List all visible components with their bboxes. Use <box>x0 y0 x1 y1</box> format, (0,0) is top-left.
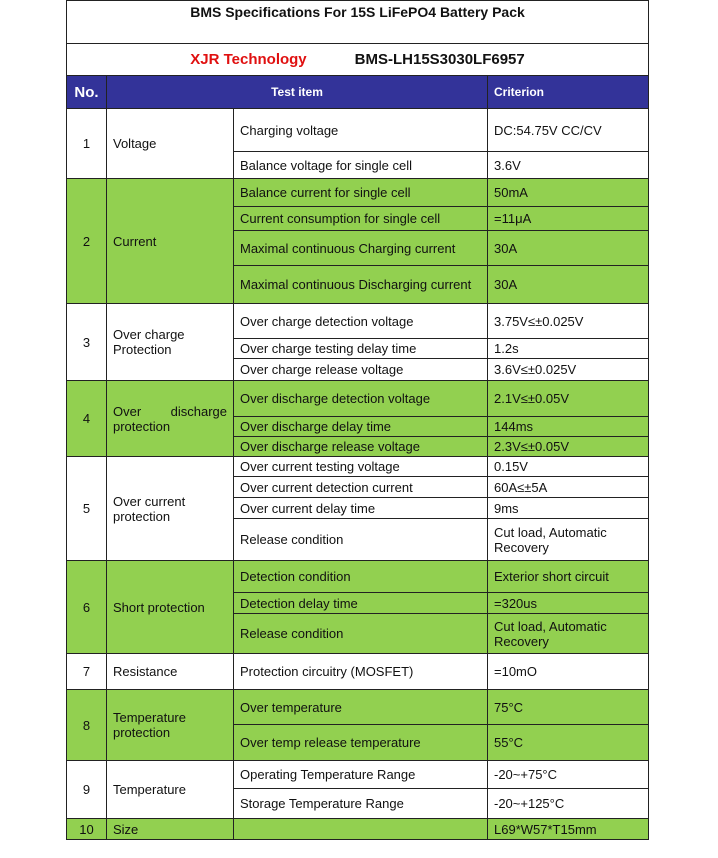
criterion-value: 2.1V≤±0.05V <box>488 381 649 417</box>
row-number: 8 <box>67 690 107 761</box>
criterion-value: -20~+75°C <box>488 761 649 789</box>
criterion-value: 75°C <box>488 690 649 725</box>
criterion-value: 144ms <box>488 417 649 437</box>
test-item: Over temperature <box>234 690 488 725</box>
criterion-value: 30A <box>488 231 649 266</box>
header-no: No. <box>67 76 107 109</box>
test-item: Detection condition <box>234 561 488 593</box>
criterion-value: =10mO <box>488 654 649 690</box>
test-item: Over current testing voltage <box>234 457 488 477</box>
row-number: 2 <box>67 179 107 304</box>
category: Short protection <box>107 561 234 654</box>
test-item: Balance current for single cell <box>234 179 488 207</box>
criterion-value: 0.15V <box>488 457 649 477</box>
test-item: Over charge release voltage <box>234 359 488 381</box>
table-row <box>67 109 649 152</box>
row-number: 1 <box>67 109 107 179</box>
test-item: Over discharge delay time <box>234 417 488 437</box>
spec-table <box>66 0 649 840</box>
row-number: 6 <box>67 561 107 654</box>
row-number: 5 <box>67 457 107 561</box>
criterion-value: DC:54.75V CC/CV <box>488 109 649 152</box>
criterion-value: 1.2s <box>488 339 649 359</box>
test-item: Charging voltage <box>234 109 488 152</box>
test-item: Release condition <box>234 614 488 654</box>
doc-title: BMS Specifications For 15S LiFePO4 Battery Pack <box>67 1 649 44</box>
test-item: Detection delay time <box>234 593 488 614</box>
row-number: 10 <box>67 819 107 840</box>
row-number: 3 <box>67 304 107 381</box>
table-row <box>67 561 649 593</box>
test-item: Over current delay time <box>234 498 488 519</box>
table-row <box>67 819 649 840</box>
table-row <box>67 381 649 417</box>
row-number: 4 <box>67 381 107 457</box>
criterion-value: L69*W57*T15mm <box>488 819 649 840</box>
table-row <box>67 654 649 690</box>
category: Temperature <box>107 761 234 819</box>
test-item: Over charge testing delay time <box>234 339 488 359</box>
category: Voltage <box>107 109 234 179</box>
category: Temperature protection <box>107 690 234 761</box>
test-item: Balance voltage for single cell <box>234 152 488 179</box>
criterion-value: =11μA <box>488 207 649 231</box>
table-row <box>67 457 649 477</box>
table-row <box>67 304 649 339</box>
category: Current <box>107 179 234 304</box>
criterion-value: 50mA <box>488 179 649 207</box>
header-criterion: Criterion <box>488 76 649 109</box>
test-item: Over current detection current <box>234 477 488 498</box>
criterion-value: 2.3V≤±0.05V <box>488 437 649 457</box>
criterion-value: 3.6V <box>488 152 649 179</box>
row-number: 9 <box>67 761 107 819</box>
criterion-value: 3.6V≤±0.025V <box>488 359 649 381</box>
row-number: 7 <box>67 654 107 690</box>
table-row <box>67 690 649 725</box>
test-item: Over discharge release voltage <box>234 437 488 457</box>
criterion-value: 60A≤±5A <box>488 477 649 498</box>
header-test-item: Test item <box>107 76 488 109</box>
table-row <box>67 179 649 207</box>
test-item <box>234 819 488 840</box>
company-name: XJR Technology <box>190 51 307 68</box>
table-header <box>67 76 649 109</box>
criterion-value: =320us <box>488 593 649 614</box>
test-item: Maximal continuous Discharging current <box>234 266 488 304</box>
test-item: Release condition <box>234 519 488 561</box>
test-item: Maximal continuous Charging current <box>234 231 488 266</box>
category: Size <box>107 819 234 840</box>
subtitle <box>67 44 649 76</box>
criterion-value: Exterior short circuit <box>488 561 649 593</box>
test-item: Over discharge detection voltage <box>234 381 488 417</box>
spec-sheet <box>66 0 648 840</box>
criterion-value: Cut load, Automatic Recovery <box>488 614 649 654</box>
test-item: Over temp release temperature <box>234 725 488 761</box>
criterion-value: -20~+125°C <box>488 789 649 819</box>
category: Resistance <box>107 654 234 690</box>
category: Over current protection <box>107 457 234 561</box>
test-item: Storage Temperature Range <box>234 789 488 819</box>
criterion-value: 55°C <box>488 725 649 761</box>
criterion-value: 3.75V≤±0.025V <box>488 304 649 339</box>
test-item: Protection circuitry (MOSFET) <box>234 654 488 690</box>
table-row <box>67 761 649 789</box>
criterion-value: Cut load, Automatic Recovery <box>488 519 649 561</box>
test-item: Operating Temperature Range <box>234 761 488 789</box>
category: Over discharge protection <box>107 381 234 457</box>
model-number: BMS-LH15S3030LF6957 <box>354 51 525 68</box>
test-item: Over charge detection voltage <box>234 304 488 339</box>
test-item: Current consumption for single cell <box>234 207 488 231</box>
criterion-value: 30A <box>488 266 649 304</box>
category: Over charge Protection <box>107 304 234 381</box>
criterion-value: 9ms <box>488 498 649 519</box>
